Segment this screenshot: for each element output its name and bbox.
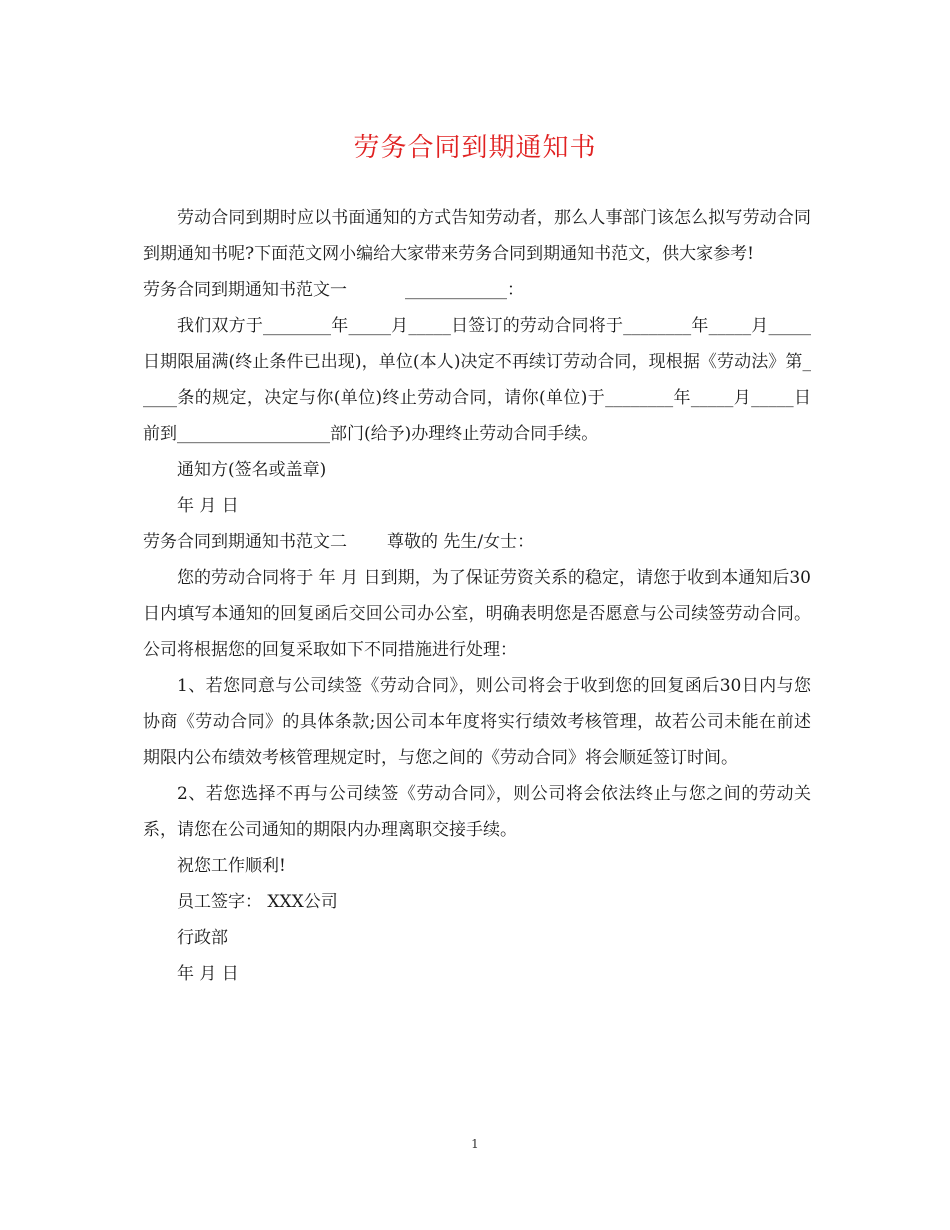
intro-paragraph: 劳动合同到期时应以书面通知的方式告知劳动者，那么人事部门该怎么拟写劳动合同到期通知书呢?下面范文网小编给大家带来劳务合同到期通知书范文，供大家参考! [143,208,811,264]
document-body [143,200,811,992]
sample1-signer: 通知方(签名或盖章) [177,460,327,480]
sample2-greeting: 尊敬的 先生/女士： [387,532,535,552]
sample1-heading-line [143,272,811,308]
sample1-heading: 劳务合同到期通知书范文一 [143,280,347,300]
sample1-date: 年 月 日 [177,496,239,516]
sample2-heading-line [143,524,811,560]
sample2-closing: 祝您工作顺利! [177,856,286,876]
sample2-heading: 劳务合同到期通知书范文二 [143,532,347,552]
sample2-paragraph-2: 1、若您同意与公司续签《劳动合同》，则公司将会于收到您的回复函后30日内与您协商《劳动合同》的具体条款;因公司本年度将实行绩效考核管理，故若公司未能在前述期限内公布绩效考核管理规定时，与您之间的《劳动合同》将会顺延签订时间。 [143,676,811,768]
sample2-paragraph-3: 2、若您选择不再与公司续签《劳动合同》，则公司将会依法终止与您之间的劳动关系，请您在公司通知的期限内办理离职交接手续。 [143,784,811,840]
sample2-signature: 员工签字： XXX公司 [177,892,338,912]
sample2-paragraph-1: 您的劳动合同将于 年 月 日到期，为了保证劳资关系的稳定，请您于收到本通知后30日内填写本通知的回复函后交回公司办公室，明确表明您是否愿意与公司续签劳动合同。公司将根据您的回复采取如下不同措施进行处理： [143,568,811,660]
sample2-date: 年 月 日 [177,964,239,984]
sample2-department: 行政部 [177,928,228,948]
sample1-addressee: ____________： [405,280,524,300]
spacer [347,272,405,308]
spacer [347,524,387,560]
page-number: 1 [471,1137,479,1151]
document-title: 劳务合同到期通知书 [353,133,597,163]
sample1-body: 我们双方于________年_____月_____日签订的劳动合同将于________年_____月_____日期限届满(终止条件已出现)，单位(本人)决定不再续订劳动合同，现根据《劳动法》第_____条的规定，决定与你(单位)终止劳动合同，请你(单位)于________年_____月_____日前到__________________部门(给予)办理终止劳动合同手续。 [143,316,811,444]
